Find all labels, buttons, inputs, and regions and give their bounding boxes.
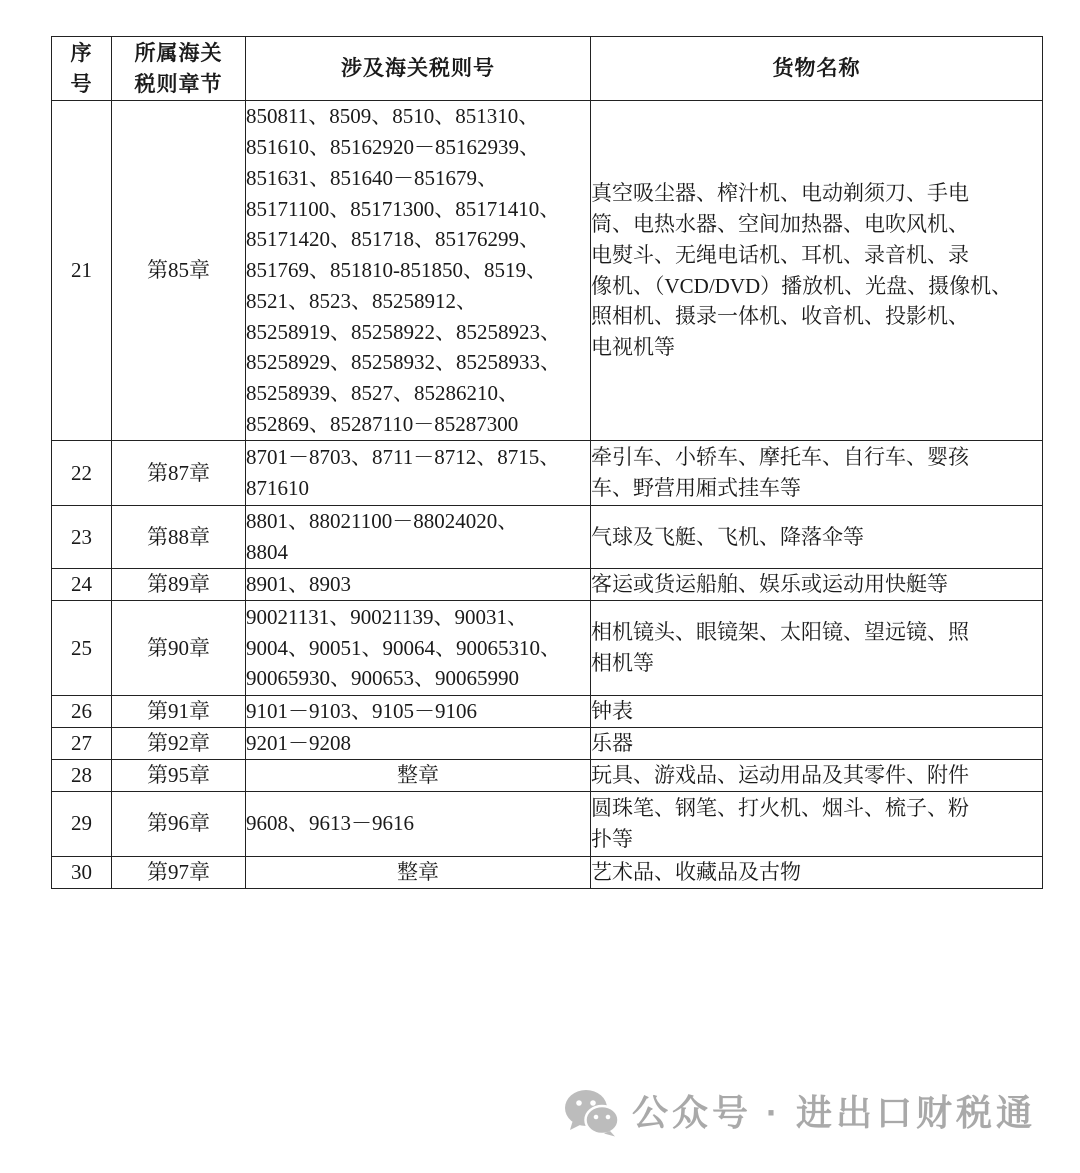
tariff-code-line: 9201－9208 [246,731,351,755]
seq-cell [52,569,112,601]
chapter-cell [112,759,246,791]
seq-value: 22 [71,460,92,485]
chapter-value: 第85章 [147,258,210,283]
seq-value: 21 [71,258,92,283]
goods-name-line: 钟表 [591,699,633,724]
tariff-code-line: 整章 [397,762,439,787]
header-chapter-line: 税则章节 [134,72,223,96]
tariff-code-line: 851610、85162920－85162939、 [246,134,540,159]
seq-value: 24 [71,572,92,597]
tariff-code-line: 9004、90051、90064、90065310、 [246,635,561,660]
tariff-code-line: 整章 [397,859,439,884]
wechat-icon-graphic [564,1089,620,1137]
header-seq-line: 号 [70,72,93,96]
table-row [52,728,1043,760]
tariff-code-line: 852869、85287110－85287300 [246,412,519,437]
table-row [52,759,1043,791]
goods-name-cell [591,696,1043,728]
table-row [52,856,1043,888]
seq-value: 29 [71,811,92,836]
tariff-code-line: 8801、88021100－88024020、 [246,509,519,534]
table-row [52,791,1043,856]
seq-cell [52,696,112,728]
tariff-code-line: 90065930、900653、90065990 [246,666,519,691]
goods-name-line: 筒、电热水器、空间加热器、电吹风机、 [591,211,969,236]
tariff-codes-cell [246,569,591,601]
tariff-codes-cell [246,696,591,728]
tariff-code-line: 85258929、85258932、85258933、 [246,350,561,375]
chapter-cell [112,791,246,856]
table-row [52,441,1043,506]
table-row [52,569,1043,601]
tariff-codes-cell [246,791,591,856]
goods-name-cell [591,101,1043,441]
tariff-code-line: 8901、8903 [246,572,351,597]
goods-name-line: 牵引车、小轿车、摩托车、自行车、婴孩 [591,445,969,470]
header-seq [52,37,112,101]
tariff-code-line: 850811、8509、8510、851310、 [246,104,540,129]
seq-value: 23 [71,524,92,549]
tariff-codes-cell [246,759,591,791]
seq-cell [52,856,112,888]
table-row [52,506,1043,569]
goods-name-line: 真空吸尘器、榨汁机、电动剃须刀、手电 [591,181,969,206]
goods-name-line: 艺术品、收藏品及古物 [591,859,801,884]
tariff-code-line: 85258939、8527、85286210、 [246,381,519,406]
seq-cell [52,101,112,441]
tariff-codes-cell [246,506,591,569]
goods-name-cell [591,856,1043,888]
chapter-value: 第91章 [147,699,210,724]
goods-name-line: 客运或货运船舶、娱乐或运动用快艇等 [591,572,948,597]
tariff-code-line: 8701－8703、8711－8712、8715、 [246,445,561,470]
seq-cell [52,791,112,856]
tariff-code-line: 85171420、851718、85176299、 [246,227,540,252]
tariff-code-line: 871610 [246,476,309,500]
tariff-goods-table [51,36,1043,889]
chapter-value: 第92章 [147,731,210,755]
goods-name-line: 乐器 [591,731,633,755]
goods-name-line: 相机镜头、眼镜架、太阳镜、望远镜、照 [591,620,969,645]
goods-name-cell [591,791,1043,856]
goods-name-line: 圆珠笔、钢笔、打火机、烟斗、梳子、粉 [591,796,969,820]
seq-value: 27 [71,731,92,755]
chapter-value: 第97章 [147,859,210,884]
tariff-codes-cell [246,728,591,760]
tariff-codes-cell [246,601,591,696]
chapter-value: 第87章 [147,460,210,485]
seq-cell [52,506,112,569]
goods-name-line: 相机等 [591,651,654,675]
tariff-code-line: 8804 [246,540,288,564]
goods-name-line: 像机、（VCD/DVD）播放机、光盘、摄像机、 [591,273,1013,298]
goods-name-cell [591,441,1043,506]
tariff-code-line: 851769、851810-851850、8519、 [246,258,547,283]
tariff-code-line: 851631、851640－851679、 [246,165,498,190]
chapter-cell [112,856,246,888]
goods-name-line: 电熨斗、无绳电话机、耳机、录音机、录 [591,242,969,267]
tariff-codes-cell [246,441,591,506]
tariff-code-line: 85258919、85258922、85258923、 [246,319,561,344]
chapter-value: 第89章 [147,572,210,597]
watermark-text: 公众号 · 进出口财税通 [632,1092,1036,1133]
header-codes: 涉及海关税则号 [246,37,591,101]
goods-name-line: 电视机等 [591,335,675,360]
goods-name-cell [591,506,1043,569]
goods-name-cell [591,759,1043,791]
goods-name-line: 扑等 [591,826,633,851]
header-chapter [112,37,246,101]
table-row [52,101,1043,441]
table-row [52,601,1043,696]
goods-name-line: 照相机、摄录一体机、收音机、投影机、 [591,304,969,329]
seq-cell [52,759,112,791]
tariff-code-line: 9101－9103、9105－9106 [246,699,477,724]
chapter-cell [112,601,246,696]
goods-name-cell [591,569,1043,601]
tariff-code-line: 8521、8523、85258912、 [246,288,477,313]
header-chapter-line: 所属海关 [134,41,223,65]
chapter-value: 第95章 [147,762,210,787]
chapter-cell [112,101,246,441]
tariff-code-line: 9608、9613－9616 [246,811,414,836]
chapter-cell [112,696,246,728]
watermark [564,1087,1036,1139]
chapter-cell [112,728,246,760]
tariff-code-line: 85171100、85171300、85171410、 [246,196,561,221]
chapter-value: 第96章 [147,811,210,836]
chapter-cell [112,506,246,569]
header-seq-line: 序 [70,41,93,65]
seq-value: 25 [71,635,92,660]
seq-value: 28 [71,762,92,787]
tariff-code-line: 90021131、90021139、90031、 [246,604,528,629]
wechat-icon [564,1089,620,1137]
table-row [52,696,1043,728]
goods-name-line: 玩具、游戏品、运动用品及其零件、附件 [591,762,969,787]
seq-value: 26 [71,699,92,724]
chapter-value: 第88章 [147,524,210,549]
goods-name-cell [591,728,1043,760]
tariff-codes-cell [246,856,591,888]
chapter-cell [112,441,246,506]
seq-cell [52,441,112,506]
goods-name-line: 车、野营用厢式挂车等 [591,476,801,500]
goods-name-line: 气球及飞艇、飞机、降落伞等 [591,524,864,549]
tariff-codes-cell [246,101,591,441]
header-goods: 货物名称 [591,37,1043,101]
seq-cell [52,728,112,760]
seq-value: 30 [71,859,92,884]
goods-name-cell [591,601,1043,696]
table-header-row [52,37,1043,101]
seq-cell [52,601,112,696]
chapter-value: 第90章 [147,635,210,660]
chapter-cell [112,569,246,601]
